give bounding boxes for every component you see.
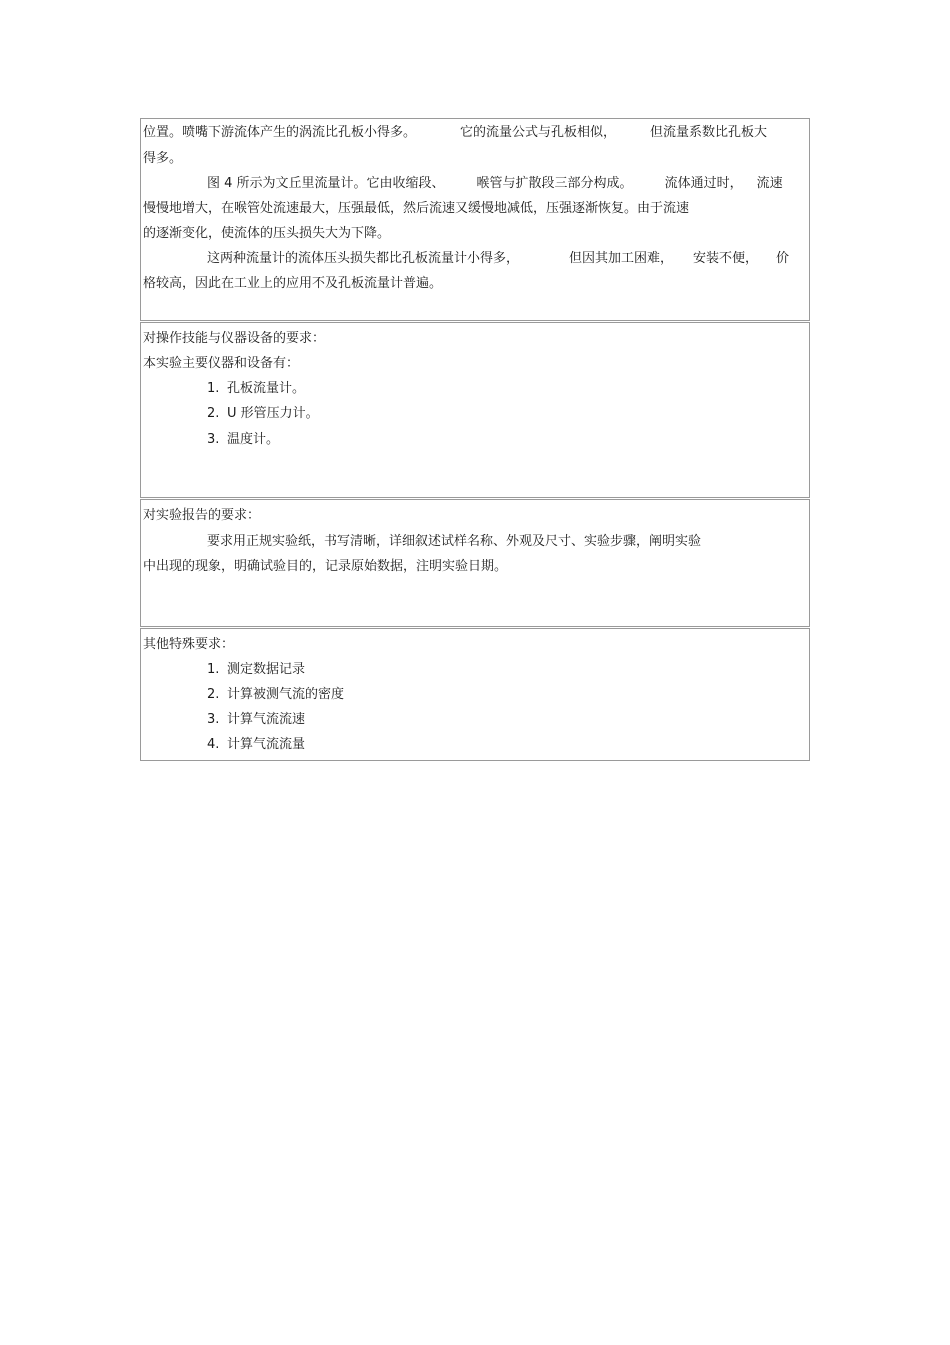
list-item — [207, 712, 305, 728]
text-segment: 这两种流量计的流体压头损失都比孔板流量计小得多， — [207, 251, 520, 266]
list-text: 计算气流流速 — [227, 712, 306, 727]
list-item — [207, 381, 305, 397]
paragraph-line-1: 要求用正规实验纸，书写清晰，详细叙述试样名称、外观及尺寸、实验步骤，阐明实验 — [207, 534, 702, 549]
list-text: 温度计。 — [227, 432, 280, 447]
list-item — [207, 432, 279, 448]
text-segment: 格较高，因此在工业上的应用不及孔板流量计普遍。 — [143, 276, 443, 291]
text-segment: 得多。 — [143, 151, 183, 166]
section-heading: 其他特殊要求： — [143, 637, 235, 652]
text-segment: 但流量系数比孔板大 — [650, 125, 768, 140]
list-text: 测定数据记录 — [227, 662, 306, 677]
text-line-4 — [143, 201, 689, 217]
text-line-6 — [207, 251, 789, 267]
list-text: 计算气流流量 — [227, 737, 306, 752]
list-text: 计算被测气流的密度 — [227, 687, 345, 702]
text-segment: 价 — [776, 251, 790, 266]
text-segment: 慢慢地增大，在喉管处流速最大，压强最低，然后流速又缓慢地减低，压强逐渐恢复。由于流速 — [143, 201, 690, 216]
list-item — [207, 737, 305, 753]
text-line-2 — [143, 151, 182, 167]
list-number: 2. — [207, 406, 220, 421]
section-intro: 本实验主要仪器和设备有： — [143, 356, 300, 371]
text-line-1 — [143, 125, 767, 141]
text-segment: 流体通过时， — [664, 176, 743, 191]
special-requirements-cell — [140, 628, 810, 761]
flowmeter-description-cell — [140, 118, 810, 321]
list-number: 4. — [207, 737, 220, 752]
list-number: 1. — [207, 381, 220, 396]
section-heading: 对操作技能与仪器设备的要求： — [143, 331, 326, 346]
list-item — [207, 406, 319, 422]
text-segment: 安装不便， — [693, 251, 759, 266]
list-number: 3. — [207, 432, 220, 447]
list-item — [207, 687, 344, 703]
list-number: 2. — [207, 687, 220, 702]
document-table — [140, 118, 810, 761]
text-segment: 的逐渐变化，使流体的压头损失大为下降。 — [143, 226, 391, 241]
paragraph-line-2: 中出现的现象，明确试验目的，记录原始数据，注明实验日期。 — [143, 559, 508, 574]
text-segment: 位置。喷嘴下游流体产生的涡流比孔板小得多。 — [143, 125, 417, 140]
list-item — [207, 662, 305, 678]
text-segment: 图 4 所示为文丘里流量计。它由收缩段、 — [207, 176, 445, 191]
text-line-3 — [207, 176, 783, 192]
report-requirements-cell — [140, 499, 810, 627]
list-text: U 形管压力计。 — [227, 406, 319, 421]
list-number: 3. — [207, 712, 220, 727]
text-line-7 — [143, 276, 442, 292]
text-line-5 — [143, 226, 390, 242]
text-segment: 它的流量公式与孔板相似， — [460, 125, 617, 140]
list-number: 1. — [207, 662, 220, 677]
section-heading: 对实验报告的要求： — [143, 508, 261, 523]
text-segment: 流速 — [756, 176, 783, 191]
text-segment: 但因其加工困难， — [569, 251, 674, 266]
list-text: 孔板流量计。 — [227, 381, 306, 396]
equipment-requirements-cell — [140, 322, 810, 498]
text-segment: 喉管与扩散段三部分构成。 — [476, 176, 633, 191]
